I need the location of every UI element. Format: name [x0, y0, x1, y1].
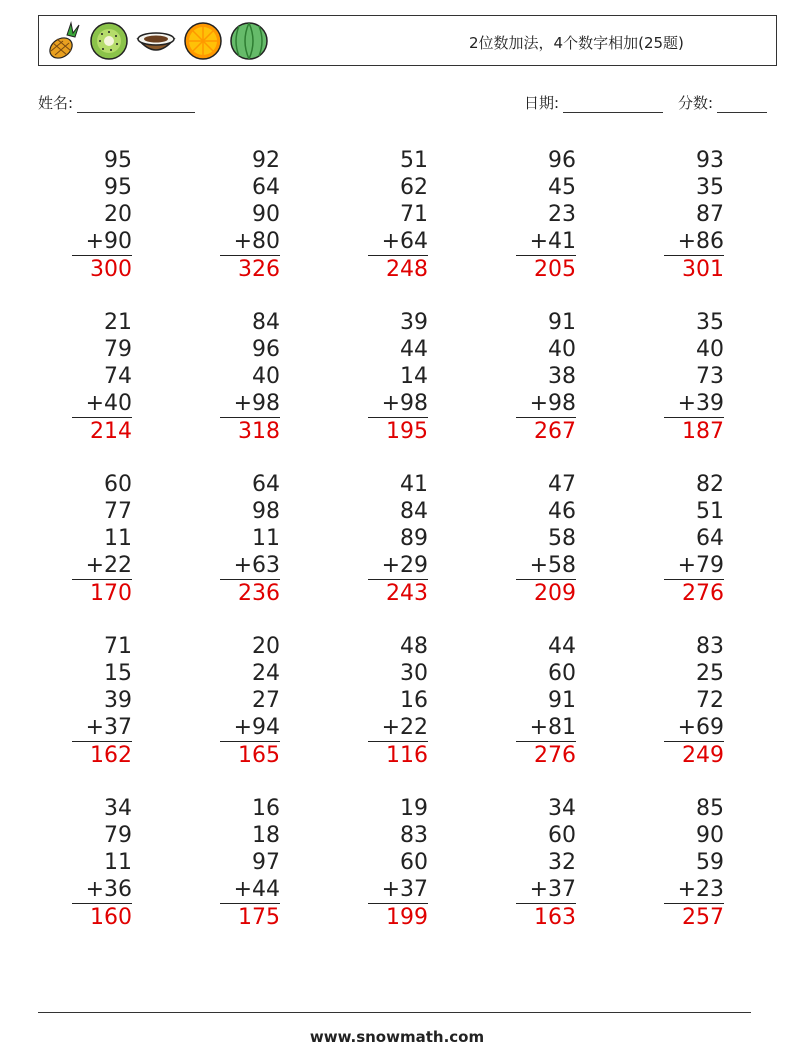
addend: 83 — [696, 634, 724, 659]
addend: 87 — [696, 202, 724, 227]
addend-last: +98 — [368, 390, 428, 418]
addend: 90 — [696, 823, 724, 848]
addend: 96 — [548, 148, 576, 173]
addend: 51 — [400, 148, 428, 173]
problem-25 — [664, 795, 724, 931]
addend: 16 — [252, 796, 280, 821]
addend: 92 — [252, 148, 280, 173]
addend: 64 — [252, 175, 280, 200]
addend: 95 — [104, 148, 132, 173]
problem-14 — [516, 471, 576, 607]
problem-10 — [664, 309, 724, 445]
header-box — [38, 15, 777, 66]
kiwi-icon — [89, 21, 129, 61]
problem-9 — [516, 309, 576, 445]
addend: 58 — [548, 526, 576, 551]
addend: 21 — [104, 310, 132, 335]
addend: 19 — [400, 796, 428, 821]
date-label: 日期: — [524, 94, 560, 112]
addend-last: +63 — [220, 552, 280, 580]
addend-last: +94 — [220, 714, 280, 742]
problem-20 — [664, 633, 724, 769]
addend: 40 — [696, 337, 724, 362]
addend: 46 — [548, 499, 576, 524]
addend-last: +37 — [368, 876, 428, 904]
addend: 96 — [252, 337, 280, 362]
addend: 64 — [252, 472, 280, 497]
orange-icon — [183, 21, 223, 61]
addend-last: +23 — [664, 876, 724, 904]
addend: 71 — [400, 202, 428, 227]
addend: 71 — [104, 634, 132, 659]
problem-8 — [368, 309, 428, 445]
addend-last: +86 — [664, 228, 724, 256]
answer: 249 — [682, 743, 724, 768]
addend: 91 — [548, 688, 576, 713]
addend: 83 — [400, 823, 428, 848]
name-label: 姓名: — [38, 94, 74, 112]
addend-last: +40 — [72, 390, 132, 418]
problem-21 — [72, 795, 132, 931]
addend: 89 — [400, 526, 428, 551]
addend-last: +58 — [516, 552, 576, 580]
answer: 301 — [682, 257, 724, 282]
addend: 74 — [104, 364, 132, 389]
answer: 162 — [90, 743, 132, 768]
addend: 16 — [400, 688, 428, 713]
addend: 32 — [548, 850, 576, 875]
problem-11 — [72, 471, 132, 607]
addend: 73 — [696, 364, 724, 389]
problem-3 — [368, 147, 428, 283]
addend: 35 — [696, 175, 724, 200]
addend: 95 — [104, 175, 132, 200]
addend: 24 — [252, 661, 280, 686]
addend: 72 — [696, 688, 724, 713]
addend: 15 — [104, 661, 132, 686]
addend: 51 — [696, 499, 724, 524]
problem-19 — [516, 633, 576, 769]
answer: 160 — [90, 905, 132, 930]
addend: 30 — [400, 661, 428, 686]
addend: 25 — [696, 661, 724, 686]
answer: 165 — [238, 743, 280, 768]
addend: 35 — [696, 310, 724, 335]
addend: 93 — [696, 148, 724, 173]
problem-24 — [516, 795, 576, 931]
answer: 195 — [386, 419, 428, 444]
addend: 44 — [400, 337, 428, 362]
answer: 267 — [534, 419, 576, 444]
answer: 300 — [90, 257, 132, 282]
date-line[interactable] — [563, 98, 663, 113]
problem-18 — [368, 633, 428, 769]
addend: 18 — [252, 823, 280, 848]
addend-last: +44 — [220, 876, 280, 904]
addend: 34 — [548, 796, 576, 821]
footer-divider — [38, 1012, 751, 1013]
addend-last: +22 — [368, 714, 428, 742]
addend: 40 — [548, 337, 576, 362]
score-line[interactable] — [717, 98, 767, 113]
addend: 82 — [696, 472, 724, 497]
addend: 60 — [548, 661, 576, 686]
addend: 39 — [104, 688, 132, 713]
problem-15 — [664, 471, 724, 607]
addend: 62 — [400, 175, 428, 200]
addend: 91 — [548, 310, 576, 335]
addend: 40 — [252, 364, 280, 389]
answer: 187 — [682, 419, 724, 444]
addend-last: +64 — [368, 228, 428, 256]
addend: 79 — [104, 823, 132, 848]
answer: 209 — [534, 581, 576, 606]
date-field — [524, 92, 663, 113]
addend-last: +69 — [664, 714, 724, 742]
footer-site: www.snowmath.com — [309, 1028, 485, 1046]
addend-last: +98 — [516, 390, 576, 418]
problem-4 — [516, 147, 576, 283]
problem-2 — [220, 147, 280, 283]
addend: 23 — [548, 202, 576, 227]
problem-1 — [72, 147, 132, 283]
answer: 116 — [386, 743, 428, 768]
addend: 79 — [104, 337, 132, 362]
addend: 39 — [400, 310, 428, 335]
problem-16 — [72, 633, 132, 769]
watermelon-icon — [229, 21, 269, 61]
answer: 257 — [682, 905, 724, 930]
answer: 163 — [534, 905, 576, 930]
answer: 175 — [238, 905, 280, 930]
addend-last: +80 — [220, 228, 280, 256]
addend: 34 — [104, 796, 132, 821]
addend: 85 — [696, 796, 724, 821]
addend: 41 — [400, 472, 428, 497]
addend: 84 — [400, 499, 428, 524]
problem-13 — [368, 471, 428, 607]
answer: 248 — [386, 257, 428, 282]
answer: 326 — [238, 257, 280, 282]
problem-22 — [220, 795, 280, 931]
problem-6 — [72, 309, 132, 445]
addend: 90 — [252, 202, 280, 227]
addend: 38 — [548, 364, 576, 389]
addend: 27 — [252, 688, 280, 713]
answer: 205 — [534, 257, 576, 282]
answer: 318 — [238, 419, 280, 444]
addend: 84 — [252, 310, 280, 335]
answer: 214 — [90, 419, 132, 444]
addend: 64 — [696, 526, 724, 551]
score-field — [678, 92, 767, 113]
addend-last: +79 — [664, 552, 724, 580]
fruit-icons — [45, 21, 269, 61]
addend-last: +98 — [220, 390, 280, 418]
addend-last: +81 — [516, 714, 576, 742]
answer: 243 — [386, 581, 428, 606]
addend: 48 — [400, 634, 428, 659]
addend-last: +39 — [664, 390, 724, 418]
page-title: 2位数加法，4个数字相加(25题) — [469, 34, 684, 52]
answer: 236 — [238, 581, 280, 606]
answer: 199 — [386, 905, 428, 930]
pineapple-icon — [45, 21, 83, 61]
problem-12 — [220, 471, 280, 607]
problem-17 — [220, 633, 280, 769]
addend-last: +41 — [516, 228, 576, 256]
addend: 60 — [400, 850, 428, 875]
problem-23 — [368, 795, 428, 931]
problem-5 — [664, 147, 724, 283]
addend: 11 — [252, 526, 280, 551]
addend: 60 — [548, 823, 576, 848]
addend-last: +37 — [72, 714, 132, 742]
addend-last: +29 — [368, 552, 428, 580]
name-field — [38, 92, 195, 113]
answer: 276 — [534, 743, 576, 768]
addend: 20 — [104, 202, 132, 227]
answer: 170 — [90, 581, 132, 606]
addend: 14 — [400, 364, 428, 389]
addend: 60 — [104, 472, 132, 497]
addend: 11 — [104, 850, 132, 875]
problem-7 — [220, 309, 280, 445]
addend: 45 — [548, 175, 576, 200]
name-line[interactable] — [77, 98, 195, 113]
addend: 44 — [548, 634, 576, 659]
addend: 11 — [104, 526, 132, 551]
addend: 97 — [252, 850, 280, 875]
addend: 59 — [696, 850, 724, 875]
addend-last: +37 — [516, 876, 576, 904]
addend: 20 — [252, 634, 280, 659]
addend: 47 — [548, 472, 576, 497]
addend-last: +90 — [72, 228, 132, 256]
answer: 276 — [682, 581, 724, 606]
addend-last: +22 — [72, 552, 132, 580]
addend: 77 — [104, 499, 132, 524]
addend-last: +36 — [72, 876, 132, 904]
addend: 98 — [252, 499, 280, 524]
score-label: 分数: — [678, 94, 714, 112]
coconut-icon — [135, 21, 177, 61]
